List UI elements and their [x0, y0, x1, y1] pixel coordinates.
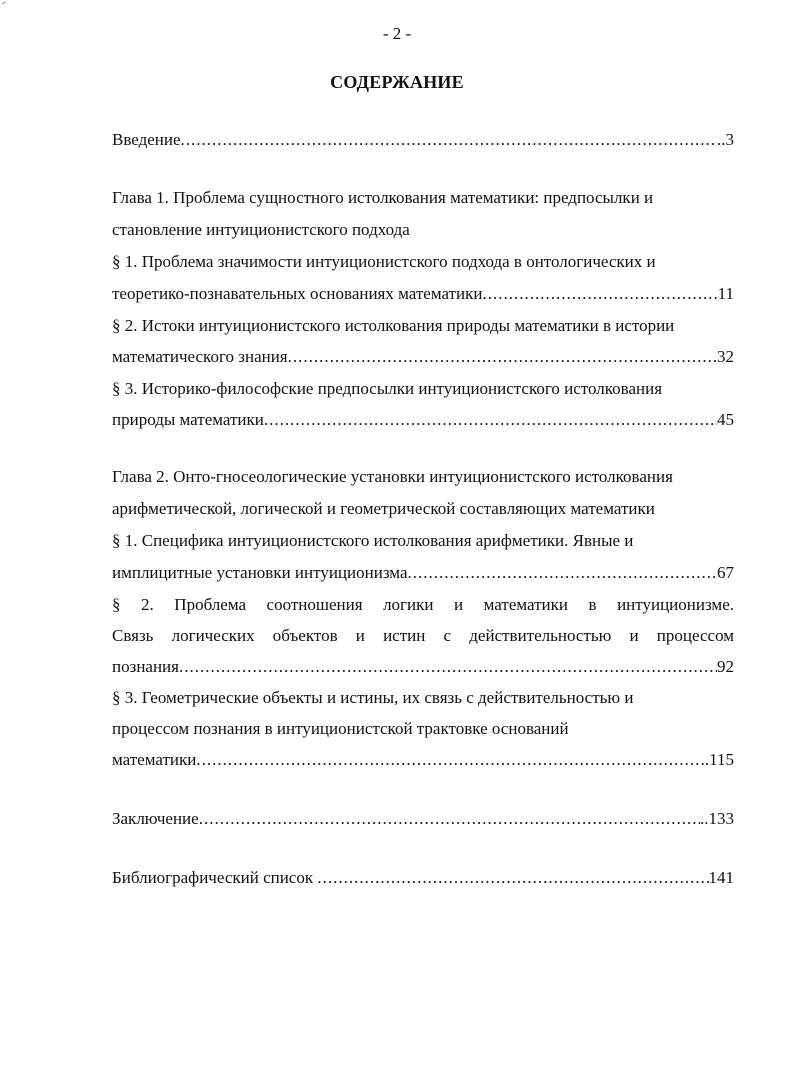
toc-page-number: ..133 — [700, 809, 734, 828]
toc-entry-ch2-s2[interactable]: § 2. Проблема соотношения логики и математики в интуиционизме. — [112, 595, 734, 614]
chapter-2-heading: Глава 2. Онто-гносеологические установки интуиционистского истолкования — [112, 467, 673, 486]
toc-entry-ch1-s2[interactable]: § 2. Истоки интуиционистского истолкования природы математики в истории — [112, 316, 675, 335]
toc-entry-ch2-s3[interactable]: § 3. Геометрические объекты и истины, их связь с действительностью и — [112, 688, 634, 707]
toc-entry-bibliography[interactable] — [112, 866, 734, 890]
chapter-1-heading-cont: становление интуиционистского подхода — [112, 220, 410, 239]
dot-leader — [317, 866, 708, 890]
dot-leader — [482, 282, 717, 306]
toc-entry-text: математического знания — [112, 347, 288, 366]
toc-page-number: 45 — [717, 410, 734, 429]
toc-entry-ch2-s2-cont[interactable]: Связь логических объектов и истин с действительностью и процессом — [112, 626, 734, 645]
dot-leader — [264, 408, 717, 432]
toc-page-number: 92 — [717, 657, 734, 676]
page-number: - 2 - — [382, 24, 412, 43]
toc-page-number: 32 — [717, 347, 734, 366]
toc-page-number: ..115 — [700, 750, 734, 769]
toc-entry-text: познания — [112, 657, 179, 676]
toc-entry-ch2-s1-cont[interactable] — [112, 561, 734, 585]
toc-entry-intro[interactable] — [112, 128, 734, 152]
dot-leader — [181, 128, 717, 152]
toc-entry-text: Библиографический список — [112, 868, 318, 887]
toc-page-number: 67 — [717, 563, 734, 582]
dot-leader — [288, 345, 717, 369]
scan-mark — [2, 1, 8, 7]
chapter-2-heading-cont: арифметической, логической и геометрической составляющих математики — [112, 499, 655, 518]
toc-entry-ch2-s1[interactable]: § 1. Специфика интуиционистского истолкования арифметики. Явные и — [112, 531, 634, 550]
toc-entry-ch1-s3-cont[interactable] — [112, 408, 734, 432]
toc-page-number: 141 — [708, 868, 734, 887]
toc-entry-ch1-s3[interactable]: § 3. Историко-философские предпосылки интуиционистского истолкования — [112, 379, 663, 398]
toc-entry-ch2-s2-end[interactable] — [112, 655, 734, 679]
toc-entry-ch2-s3-cont[interactable]: процессом познания в интуиционистской трактовке оснований — [112, 719, 569, 738]
toc-entry-conclusion[interactable] — [112, 807, 734, 831]
toc-entry-ch1-s1-cont[interactable] — [112, 282, 734, 306]
toc-page-number: ..3 — [717, 130, 734, 149]
chapter-1-heading: Глава 1. Проблема сущностного истолкования математики: предпосылки и — [112, 188, 654, 207]
toc-entry-text: природы математики — [112, 410, 264, 429]
toc-entry-ch2-s3-end[interactable] — [112, 748, 734, 772]
toc-entry-text: Заключение — [112, 809, 199, 828]
toc-entry-text: Введение — [112, 130, 181, 149]
page-title: СОДЕРЖАНИЕ — [330, 72, 464, 92]
toc-entry-text: теоретико-познавательных основаниях математики — [112, 284, 483, 303]
dot-leader — [196, 748, 700, 772]
dot-leader — [179, 655, 717, 679]
toc-entry-text: имплицитные установки интуиционизма — [112, 563, 408, 582]
toc-entry-text: математики — [112, 750, 197, 769]
toc-page-number: 11 — [717, 284, 734, 303]
toc-entry-ch1-s1[interactable]: § 1. Проблема значимости интуиционистского подхода в онтологических и — [112, 252, 656, 271]
dot-leader — [199, 807, 700, 831]
dot-leader — [407, 561, 717, 585]
toc-entry-ch1-s2-cont[interactable] — [112, 345, 734, 369]
